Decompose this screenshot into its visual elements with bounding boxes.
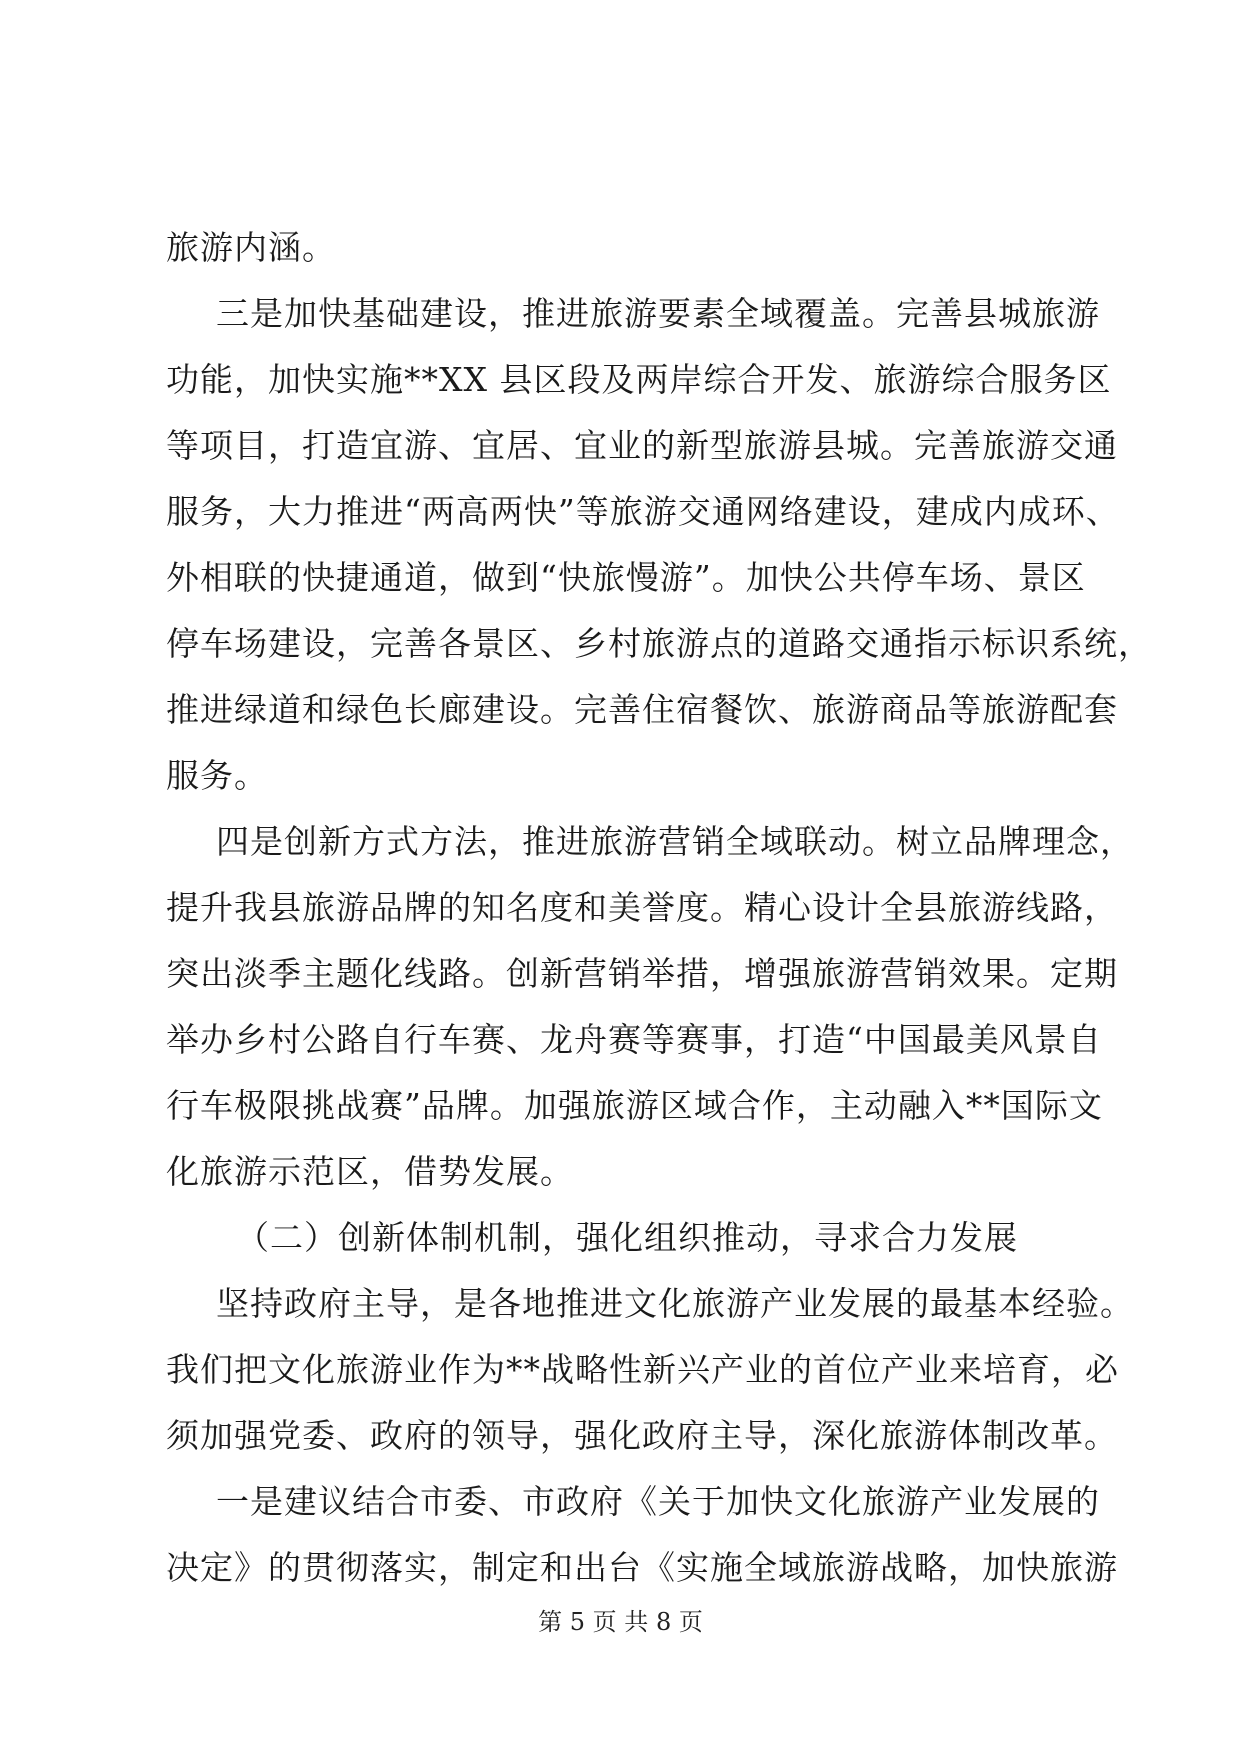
paragraph-start-line: 一是建议结合市委、市政府《关于加快文化旅游产业发展的	[216, 1482, 1100, 1521]
text-line: 功能，加快实施**XX 县区段及两岸综合开发、旅游综合服务区	[166, 360, 1112, 399]
text-line: 服务。	[166, 756, 268, 795]
text-line: 停车场建设，完善各景区、乡村旅游点的道路交通指示标识系统，	[166, 624, 1152, 663]
text-line: 举办乡村公路自行车赛、龙舟赛等赛事，打造“中国最美风景自	[166, 1020, 1102, 1059]
page-number: 第 5 页 共 8 页	[538, 1608, 703, 1636]
text-line: 突出淡季主题化线路。创新营销举措，增强旅游营销效果。定期	[166, 954, 1118, 993]
paragraph-start-line: 四是创新方式方法，推进旅游营销全域联动。树立品牌理念，	[216, 822, 1134, 861]
text-line: 须加强党委、政府的领导，强化政府主导，深化旅游体制改革。	[166, 1416, 1118, 1455]
text-line: 服务，大力推进“两高两快”等旅游交通网络建设，建成内成环、	[166, 492, 1120, 531]
text-line: 决定》的贯彻落实，制定和出台《实施全域旅游战略，加快旅游	[166, 1548, 1118, 1587]
section-heading: （二）创新体制机制，强化组织推动，寻求合力发展	[236, 1218, 1018, 1257]
text-line: 推进绿道和绿色长廊建设。完善住宿餐饮、旅游商品等旅游配套	[166, 690, 1118, 729]
text-line: 等项目，打造宜游、宜居、宜业的新型旅游县城。完善旅游交通	[166, 426, 1118, 465]
paragraph-start-line: 三是加快基础建设，推进旅游要素全域覆盖。完善县城旅游	[216, 294, 1100, 333]
text-line: 化旅游示范区，借势发展。	[166, 1152, 574, 1191]
text-line: 行车极限挑战赛”品牌。加强旅游区域合作，主动融入**国际文	[166, 1086, 1103, 1125]
text-line: 外相联的快捷通道，做到“快旅慢游”。加快公共停车场、景区	[166, 558, 1086, 597]
text-line: 我们把文化旅游业作为**战略性新兴产业的首位产业来培育，必	[166, 1350, 1119, 1389]
text-line: 提升我县旅游品牌的知名度和美誉度。精心设计全县旅游线路，	[166, 888, 1118, 927]
text-line: 旅游内涵。	[166, 228, 336, 267]
paragraph-start-line: 坚持政府主导，是各地推进文化旅游产业发展的最基本经验。	[216, 1284, 1134, 1323]
